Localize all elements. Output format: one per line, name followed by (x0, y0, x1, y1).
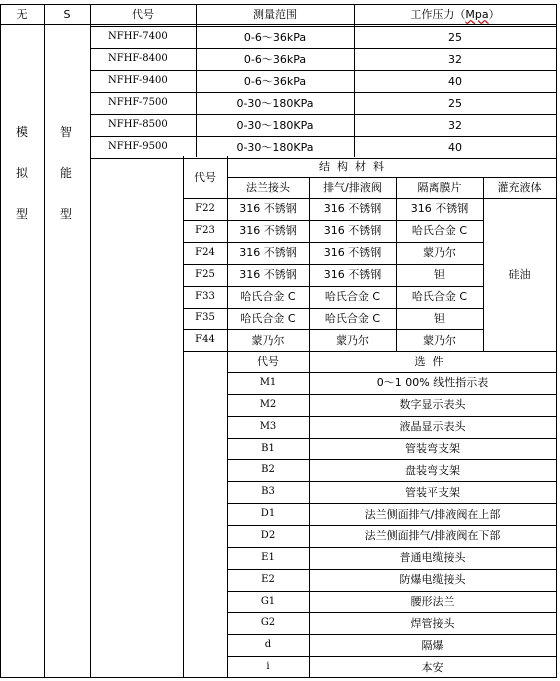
model-code: NFHF-8500 (108, 119, 168, 130)
option-code: E2 (261, 573, 275, 585)
material-drain: 哈氏合金 C (324, 311, 381, 325)
options-desc-header: 选件 (414, 355, 451, 368)
option-desc: 腰形法兰 (410, 595, 455, 609)
options-code-header: 代号 (257, 355, 279, 368)
model-range: 0-30～180KPa (236, 118, 314, 132)
material-code: F22 (195, 202, 215, 214)
option-desc: 数字显示表头 (399, 398, 466, 412)
material-drain: 316 不锈钢 (323, 246, 382, 260)
material-code: F33 (195, 290, 215, 302)
table-left-border (0, 4, 1, 678)
material-diaphragm: 哈氏合金 C (411, 224, 468, 238)
option-code: D2 (260, 529, 276, 541)
model-code: NFHF-7500 (108, 97, 168, 108)
header-pressure-post: ） (488, 7, 500, 21)
material-drain: 316 不锈钢 (323, 224, 382, 238)
materials-group-header: 结构材料 (319, 160, 391, 173)
option-code: B2 (261, 464, 275, 476)
material-flange: 哈氏合金 C (240, 290, 296, 304)
smart-char-2: 能 (59, 166, 72, 180)
header-none: 无 (16, 7, 28, 21)
model-range: 0-6～36kPa (243, 74, 307, 88)
material-flange: 哈氏合金 C (240, 311, 296, 325)
type-char-3: 型 (15, 207, 28, 221)
material-code: F35 (195, 312, 215, 324)
material-flange: 316 不锈钢 (239, 202, 297, 216)
option-code: B3 (261, 486, 275, 498)
material-flange: 316 不锈钢 (239, 246, 297, 260)
material-code: F23 (195, 224, 215, 236)
material-drain: 蒙乃尔 (336, 333, 369, 347)
material-diaphragm: 哈氏合金 C (411, 290, 468, 304)
col-rule (44, 4, 45, 678)
materials-fill-value: 硅油 (508, 268, 531, 281)
material-diaphragm: 蒙乃尔 (423, 333, 456, 347)
option-desc: 管装平支架 (405, 485, 460, 499)
option-desc: 盘装弯支架 (405, 463, 460, 477)
model-code: NFHF-9500 (108, 141, 168, 152)
option-code: B1 (261, 442, 275, 454)
material-drain: 哈氏合金 C (324, 290, 381, 304)
model-pressure: 40 (448, 140, 462, 154)
option-code: G1 (260, 595, 276, 607)
option-code: E1 (261, 551, 275, 563)
materials-col-diaphragm: 隔离膜片 (417, 181, 462, 194)
type-char-1: 模 (15, 125, 28, 139)
model-code: NFHF-9400 (108, 75, 168, 86)
material-diaphragm: 钽 (434, 311, 445, 325)
materials-col-drain: 排气/排液阀 (323, 181, 382, 194)
smart-char-1: 智 (59, 125, 72, 139)
option-desc: 法兰侧面排气/排液阀在上部 (364, 507, 501, 521)
model-pressure: 40 (448, 74, 462, 88)
model-pressure: 32 (448, 118, 462, 132)
model-code: NFHF-7400 (108, 31, 168, 42)
model-range: 0-30～180KPa (236, 96, 314, 110)
option-desc: 管装弯支架 (405, 442, 460, 455)
header-rule (0, 24, 557, 25)
table-right-border (556, 4, 557, 678)
header-s: S (63, 7, 71, 21)
option-desc: 0～1 00% 线性指示表 (376, 376, 489, 390)
option-desc: 本安 (421, 660, 444, 674)
model-code: NFHF-8400 (108, 53, 168, 64)
material-diaphragm: 钽 (434, 268, 445, 282)
model-pressure: 32 (448, 52, 462, 66)
option-code: d (264, 639, 272, 651)
materials-col-fill: 灌充液体 (497, 181, 542, 194)
option-code: i (266, 661, 270, 673)
header-pressure-unit: Mpa (465, 7, 489, 21)
option-code: M1 (259, 376, 277, 388)
material-flange: 316 不锈钢 (239, 224, 297, 238)
header-pressure (354, 4, 556, 24)
material-flange: 蒙乃尔 (251, 333, 285, 347)
materials-code-header: 代号 (194, 170, 216, 184)
option-code: D1 (260, 508, 276, 520)
material-code: F24 (195, 246, 215, 258)
model-range: 0-6～36kPa (243, 30, 307, 44)
option-code: M3 (259, 420, 277, 432)
model-pressure: 25 (448, 96, 462, 110)
option-desc: 防爆电缆接头 (399, 573, 466, 587)
option-code: G2 (260, 617, 276, 629)
header-range: 测量范围 (253, 7, 297, 21)
material-drain: 316 不锈钢 (323, 202, 382, 216)
material-diaphragm: 316 不锈钢 (410, 202, 469, 216)
option-desc: 焊管接头 (410, 616, 455, 630)
material-drain: 316 不锈钢 (323, 268, 382, 282)
option-desc: 普通电缆接头 (399, 551, 466, 565)
option-code: M2 (259, 398, 277, 410)
smart-char-3: 型 (59, 207, 72, 221)
material-flange: 316 不锈钢 (239, 268, 297, 282)
material-code: F25 (195, 268, 215, 280)
model-range: 0-6～36kPa (243, 52, 307, 66)
material-code: F44 (195, 334, 215, 346)
model-range: 0-30～180KPa (236, 140, 314, 154)
header-code: 代号 (132, 7, 154, 21)
option-desc: 隔爆 (421, 638, 444, 652)
option-desc: 液晶显示表头 (399, 420, 466, 434)
materials-col-flange: 法兰接头 (246, 181, 290, 194)
type-char-2: 拟 (15, 166, 28, 180)
model-pressure: 25 (448, 30, 462, 44)
option-desc: 法兰侧面排气/排液阀在下部 (364, 529, 501, 543)
header-pressure-pre: 工作压力（ (410, 7, 466, 21)
material-diaphragm: 蒙乃尔 (423, 246, 456, 260)
